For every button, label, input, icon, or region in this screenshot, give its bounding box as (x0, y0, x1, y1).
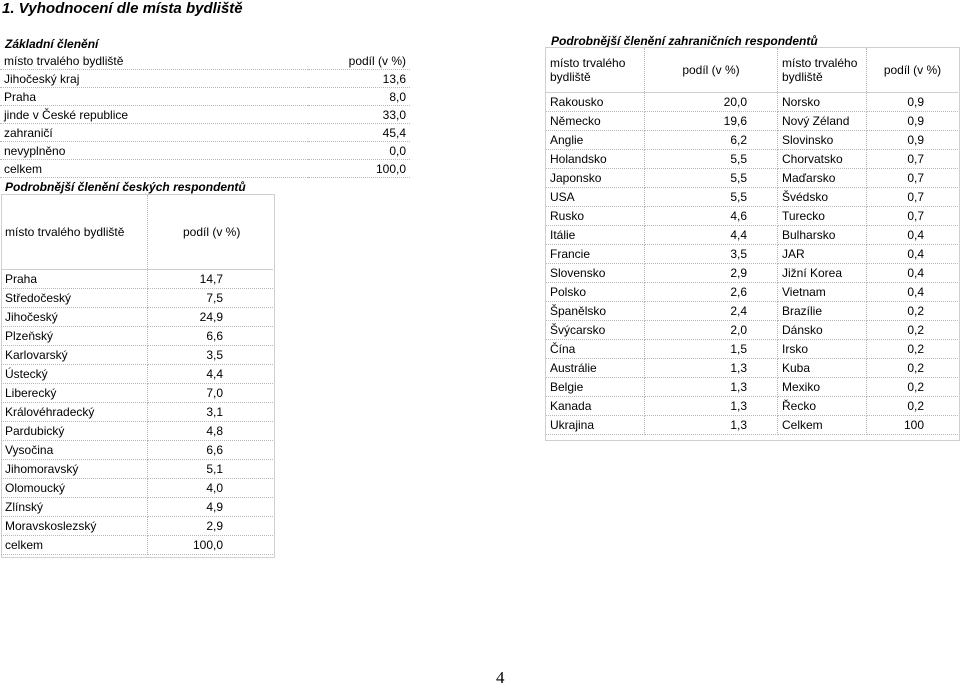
foreign-cell-4: 0,7 (867, 188, 959, 207)
basic-row (0, 70, 410, 88)
basic-cell-1: nevyplněno (0, 142, 308, 160)
czech-cell-1: celkem (1, 536, 148, 555)
czech-row (1, 270, 273, 289)
foreign-cell-4: 0,9 (867, 93, 959, 112)
foreign-cell-3: Mexiko (778, 378, 867, 397)
foreign-row (546, 226, 958, 245)
foreign-cell-3: Norsko (778, 93, 867, 112)
foreign-row (546, 283, 958, 302)
foreign-cell-4: 0,4 (867, 245, 959, 264)
czech-row (1, 536, 273, 555)
czech-cell-1: Olomoucký (1, 479, 148, 498)
foreign-cell-4: 0,9 (867, 112, 959, 131)
czech-cell-2: 14,7 (148, 270, 274, 289)
foreign-cell-2: 2,6 (645, 283, 778, 302)
foreign-cell-1: Holandsko (546, 150, 645, 169)
foreign-row (546, 131, 958, 150)
foreign-cell-1: Austrálie (546, 359, 645, 378)
foreign-row (546, 264, 958, 283)
foreign-row (546, 207, 958, 226)
foreign-cell-4: 100 (867, 416, 959, 435)
foreign-cell-1: Belgie (546, 378, 645, 397)
foreign-cell-1: Španělsko (546, 302, 645, 321)
foreign-row (546, 340, 958, 359)
czech-cell-2: 6,6 (148, 441, 274, 460)
foreign-cell-2: 5,5 (645, 188, 778, 207)
czech-col2-header: podíl (v %) (148, 195, 274, 270)
basic-row (0, 106, 410, 124)
czech-cell-1: Jihočeský (1, 308, 148, 327)
foreign-cell-3: Dánsko (778, 321, 867, 340)
czech-row (1, 498, 273, 517)
basic-cell-1: Praha (0, 88, 308, 106)
foreign-cell-4: 0,4 (867, 264, 959, 283)
foreign-cell-2: 1,3 (645, 416, 778, 435)
basic-cell-2: 45,4 (308, 124, 410, 142)
czech-cell-1: Vysočina (1, 441, 148, 460)
czech-cell-1: Pardubický (1, 422, 148, 441)
foreign-cell-3: Švédsko (778, 188, 867, 207)
page-number: 4 (496, 668, 505, 687)
foreign-cell-3: Chorvatsko (778, 150, 867, 169)
czech-cell-1: Středočeský (1, 289, 148, 308)
basic-col1-header: místo trvalého bydliště (0, 52, 308, 70)
basic-row (0, 160, 410, 178)
foreign-cell-1: Německo (546, 112, 645, 131)
foreign-cell-2: 2,4 (645, 302, 778, 321)
foreign-cell-3: Turecko (778, 207, 867, 226)
foreign-cell-4: 0,7 (867, 207, 959, 226)
basic-section-title: Základní členění (5, 37, 99, 51)
czech-cell-1: Plzeňský (1, 327, 148, 346)
foreign-cell-2: 19,6 (645, 112, 778, 131)
czech-cell-1: Zlínský (1, 498, 148, 517)
basic-cell-2: 8,0 (308, 88, 410, 106)
basic-cell-1: jinde v České republice (0, 106, 308, 124)
foreign-cell-1: Anglie (546, 131, 645, 150)
foreign-header-row (546, 48, 958, 93)
foreign-row (546, 359, 958, 378)
foreign-row (546, 245, 958, 264)
czech-row (1, 441, 273, 460)
basic-row (0, 124, 410, 142)
foreign-col1-header: místo trvalého bydliště (546, 48, 645, 93)
foreign-cell-3: Slovinsko (778, 131, 867, 150)
foreign-row (546, 321, 958, 340)
basic-cell-1: zahraničí (0, 124, 308, 142)
foreign-cell-4: 0,4 (867, 226, 959, 245)
czech-row (1, 327, 273, 346)
foreign-cell-2: 4,4 (645, 226, 778, 245)
czech-cell-2: 4,4 (148, 365, 274, 384)
czech-cell-2: 5,1 (148, 460, 274, 479)
czech-row (1, 365, 273, 384)
foreign-cell-1: Čína (546, 340, 645, 359)
foreign-cell-4: 0,2 (867, 302, 959, 321)
foreign-row (546, 302, 958, 321)
foreign-row (546, 112, 958, 131)
basic-cell-2: 0,0 (308, 142, 410, 160)
foreign-cell-2: 1,3 (645, 378, 778, 397)
foreign-cell-2: 2,0 (645, 321, 778, 340)
czech-section-title: Podrobnější členění českých respondentů (5, 180, 246, 194)
foreign-row (546, 93, 958, 112)
foreign-col3-header: místo trvalého bydliště (778, 48, 867, 93)
foreign-cell-3: Jižní Korea (778, 264, 867, 283)
foreign-cell-1: Kanada (546, 397, 645, 416)
czech-cell-1: Liberecký (1, 384, 148, 403)
foreign-cell-4: 0,2 (867, 359, 959, 378)
czech-cell-2: 3,1 (148, 403, 274, 422)
foreign-cell-2: 2,9 (645, 264, 778, 283)
czech-row (1, 346, 273, 365)
basic-cell-1: Jihočeský kraj (0, 70, 308, 88)
foreign-cell-1: Rakousko (546, 93, 645, 112)
czech-cell-1: Ústecký (1, 365, 148, 384)
foreign-cell-3: Bulharsko (778, 226, 867, 245)
czech-col1-header: místo trvalého bydliště (1, 195, 148, 270)
foreign-cell-4: 0,9 (867, 131, 959, 150)
foreign-section-title: Podrobnější členění zahraničních respondentů (551, 34, 818, 48)
czech-cell-2: 4,0 (148, 479, 274, 498)
czech-cell-2: 3,5 (148, 346, 274, 365)
czech-cell-1: Praha (1, 270, 148, 289)
czech-cell-2: 7,5 (148, 289, 274, 308)
czech-row (1, 479, 273, 498)
foreign-cell-1: Slovensko (546, 264, 645, 283)
foreign-table (546, 48, 958, 435)
foreign-cell-4: 0,2 (867, 378, 959, 397)
foreign-cell-4: 0,2 (867, 340, 959, 359)
czech-cell-2: 4,9 (148, 498, 274, 517)
foreign-col4-header: podíl (v %) (867, 48, 959, 93)
foreign-cell-1: Ukrajina (546, 416, 645, 435)
foreign-cell-3: Irsko (778, 340, 867, 359)
basic-row (0, 88, 410, 106)
foreign-cell-4: 0,4 (867, 283, 959, 302)
czech-cell-2: 100,0 (148, 536, 274, 555)
foreign-cell-1: Japonsko (546, 169, 645, 188)
foreign-cell-1: USA (546, 188, 645, 207)
czech-row (1, 460, 273, 479)
foreign-cell-3: Kuba (778, 359, 867, 378)
foreign-row (546, 378, 958, 397)
foreign-cell-3: Vietnam (778, 283, 867, 302)
czech-cell-2: 6,6 (148, 327, 274, 346)
foreign-cell-3: Řecko (778, 397, 867, 416)
foreign-cell-2: 1,5 (645, 340, 778, 359)
page-heading: 1. Vyhodnocení dle místa bydliště (2, 0, 243, 17)
czech-table (1, 195, 273, 555)
foreign-row (546, 397, 958, 416)
foreign-cell-3: JAR (778, 245, 867, 264)
foreign-cell-2: 3,5 (645, 245, 778, 264)
foreign-cell-4: 0,2 (867, 397, 959, 416)
foreign-row (546, 416, 958, 435)
foreign-cell-3: Brazílie (778, 302, 867, 321)
czech-cell-2: 24,9 (148, 308, 274, 327)
foreign-cell-2: 6,2 (645, 131, 778, 150)
czech-row (1, 422, 273, 441)
czech-cell-2: 7,0 (148, 384, 274, 403)
foreign-cell-4: 0,2 (867, 321, 959, 340)
basic-cell-1: celkem (0, 160, 308, 178)
foreign-cell-3: Celkem (778, 416, 867, 435)
foreign-row (546, 169, 958, 188)
czech-cell-1: Královéhradecký (1, 403, 148, 422)
foreign-cell-2: 1,3 (645, 359, 778, 378)
foreign-cell-3: Nový Zéland (778, 112, 867, 131)
czech-row (1, 403, 273, 422)
foreign-cell-4: 0,7 (867, 150, 959, 169)
czech-row (1, 289, 273, 308)
foreign-col2-header: podíl (v %) (645, 48, 778, 93)
foreign-cell-2: 5,5 (645, 169, 778, 188)
foreign-cell-1: Švýcarsko (546, 321, 645, 340)
czech-cell-1: Jihomoravský (1, 460, 148, 479)
basic-table (0, 52, 410, 178)
foreign-row (546, 150, 958, 169)
czech-cell-1: Moravskoslezský (1, 517, 148, 536)
foreign-cell-3: Maďarsko (778, 169, 867, 188)
foreign-cell-2: 20,0 (645, 93, 778, 112)
foreign-cell-1: Francie (546, 245, 645, 264)
czech-cell-1: Karlovarský (1, 346, 148, 365)
foreign-cell-1: Polsko (546, 283, 645, 302)
basic-cell-2: 13,6 (308, 70, 410, 88)
basic-row (0, 142, 410, 160)
basic-cell-2: 33,0 (308, 106, 410, 124)
foreign-cell-1: Itálie (546, 226, 645, 245)
basic-cell-2: 100,0 (308, 160, 410, 178)
foreign-cell-2: 5,5 (645, 150, 778, 169)
foreign-cell-2: 1,3 (645, 397, 778, 416)
foreign-cell-2: 4,6 (645, 207, 778, 226)
foreign-row (546, 188, 958, 207)
basic-header-row (0, 52, 410, 70)
foreign-cell-1: Rusko (546, 207, 645, 226)
czech-row (1, 308, 273, 327)
basic-col2-header: podíl (v %) (308, 52, 410, 70)
czech-row (1, 384, 273, 403)
czech-cell-2: 2,9 (148, 517, 274, 536)
czech-row (1, 517, 273, 536)
czech-header-row (1, 195, 273, 270)
czech-cell-2: 4,8 (148, 422, 274, 441)
foreign-cell-4: 0,7 (867, 169, 959, 188)
